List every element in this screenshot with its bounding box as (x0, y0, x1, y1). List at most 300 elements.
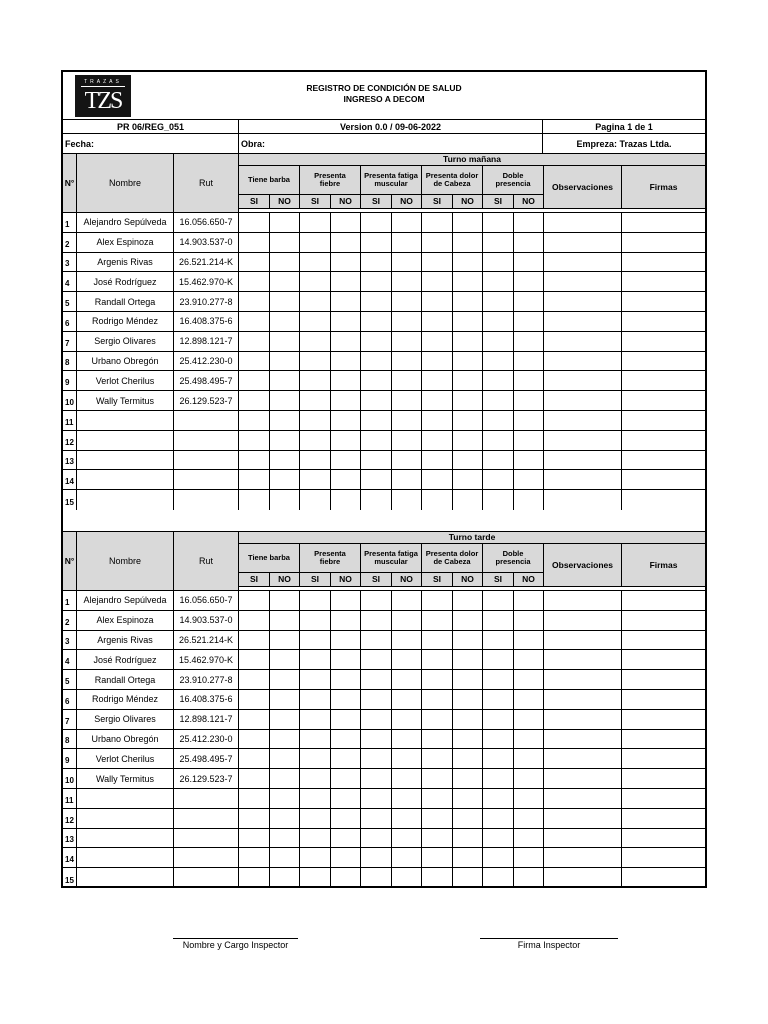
si-checkbox-cell[interactable] (300, 868, 331, 888)
no-checkbox-cell[interactable] (453, 352, 483, 372)
no-checkbox-cell[interactable] (392, 431, 422, 451)
no-checkbox-cell[interactable] (453, 868, 483, 888)
si-checkbox-cell[interactable] (483, 332, 514, 352)
no-checkbox-cell[interactable] (392, 451, 422, 471)
si-checkbox-cell[interactable] (239, 213, 270, 233)
no-checkbox-cell[interactable] (392, 253, 422, 273)
observaciones-cell[interactable] (544, 591, 622, 611)
no-checkbox-cell[interactable] (453, 451, 483, 471)
no-checkbox-cell[interactable] (514, 233, 544, 253)
firma-cell[interactable] (622, 312, 705, 332)
no-checkbox-cell[interactable] (331, 809, 361, 829)
si-checkbox-cell[interactable] (300, 272, 331, 292)
si-checkbox-cell[interactable] (300, 690, 331, 710)
firma-cell[interactable] (622, 650, 705, 670)
no-checkbox-cell[interactable] (331, 332, 361, 352)
si-checkbox-cell[interactable] (361, 730, 392, 750)
observaciones-cell[interactable] (544, 690, 622, 710)
no-checkbox-cell[interactable] (270, 490, 300, 510)
no-checkbox-cell[interactable] (331, 611, 361, 631)
no-checkbox-cell[interactable] (392, 769, 422, 789)
firma-cell[interactable] (622, 829, 705, 849)
si-checkbox-cell[interactable] (361, 411, 392, 431)
si-checkbox-cell[interactable] (239, 650, 270, 670)
observaciones-cell[interactable] (544, 809, 622, 829)
si-checkbox-cell[interactable] (239, 789, 270, 809)
si-checkbox-cell[interactable] (483, 253, 514, 273)
si-checkbox-cell[interactable] (422, 272, 453, 292)
no-checkbox-cell[interactable] (392, 710, 422, 730)
observaciones-cell[interactable] (544, 253, 622, 273)
no-checkbox-cell[interactable] (331, 670, 361, 690)
no-checkbox-cell[interactable] (392, 670, 422, 690)
si-checkbox-cell[interactable] (361, 789, 392, 809)
si-checkbox-cell[interactable] (300, 213, 331, 233)
no-checkbox-cell[interactable] (453, 253, 483, 273)
si-checkbox-cell[interactable] (483, 611, 514, 631)
no-checkbox-cell[interactable] (270, 213, 300, 233)
si-checkbox-cell[interactable] (239, 809, 270, 829)
no-checkbox-cell[interactable] (453, 670, 483, 690)
si-checkbox-cell[interactable] (239, 292, 270, 312)
si-checkbox-cell[interactable] (361, 272, 392, 292)
no-checkbox-cell[interactable] (514, 253, 544, 273)
no-checkbox-cell[interactable] (514, 769, 544, 789)
no-checkbox-cell[interactable] (270, 233, 300, 253)
si-checkbox-cell[interactable] (300, 470, 331, 490)
no-checkbox-cell[interactable] (270, 848, 300, 868)
si-checkbox-cell[interactable] (300, 829, 331, 849)
no-checkbox-cell[interactable] (453, 233, 483, 253)
no-checkbox-cell[interactable] (270, 631, 300, 651)
si-checkbox-cell[interactable] (239, 272, 270, 292)
si-checkbox-cell[interactable] (483, 829, 514, 849)
no-checkbox-cell[interactable] (514, 690, 544, 710)
no-checkbox-cell[interactable] (270, 272, 300, 292)
si-checkbox-cell[interactable] (422, 809, 453, 829)
no-checkbox-cell[interactable] (270, 611, 300, 631)
si-checkbox-cell[interactable] (422, 352, 453, 372)
si-checkbox-cell[interactable] (361, 352, 392, 372)
observaciones-cell[interactable] (544, 769, 622, 789)
si-checkbox-cell[interactable] (361, 690, 392, 710)
si-checkbox-cell[interactable] (300, 650, 331, 670)
no-checkbox-cell[interactable] (331, 272, 361, 292)
si-checkbox-cell[interactable] (361, 253, 392, 273)
si-checkbox-cell[interactable] (361, 490, 392, 510)
si-checkbox-cell[interactable] (422, 391, 453, 411)
si-checkbox-cell[interactable] (361, 848, 392, 868)
no-checkbox-cell[interactable] (270, 710, 300, 730)
no-checkbox-cell[interactable] (392, 690, 422, 710)
si-checkbox-cell[interactable] (483, 371, 514, 391)
no-checkbox-cell[interactable] (331, 431, 361, 451)
si-checkbox-cell[interactable] (239, 710, 270, 730)
si-checkbox-cell[interactable] (422, 233, 453, 253)
no-checkbox-cell[interactable] (331, 848, 361, 868)
si-checkbox-cell[interactable] (483, 670, 514, 690)
no-checkbox-cell[interactable] (270, 411, 300, 431)
observaciones-cell[interactable] (544, 650, 622, 670)
si-checkbox-cell[interactable] (483, 312, 514, 332)
no-checkbox-cell[interactable] (270, 670, 300, 690)
si-checkbox-cell[interactable] (483, 789, 514, 809)
si-checkbox-cell[interactable] (239, 749, 270, 769)
si-checkbox-cell[interactable] (361, 769, 392, 789)
no-checkbox-cell[interactable] (270, 332, 300, 352)
no-checkbox-cell[interactable] (514, 670, 544, 690)
si-checkbox-cell[interactable] (361, 213, 392, 233)
no-checkbox-cell[interactable] (514, 470, 544, 490)
si-checkbox-cell[interactable] (422, 490, 453, 510)
observaciones-cell[interactable] (544, 431, 622, 451)
si-checkbox-cell[interactable] (300, 710, 331, 730)
observaciones-cell[interactable] (544, 352, 622, 372)
no-checkbox-cell[interactable] (392, 631, 422, 651)
si-checkbox-cell[interactable] (483, 451, 514, 471)
no-checkbox-cell[interactable] (514, 789, 544, 809)
observaciones-cell[interactable] (544, 292, 622, 312)
si-checkbox-cell[interactable] (361, 312, 392, 332)
observaciones-cell[interactable] (544, 371, 622, 391)
si-checkbox-cell[interactable] (239, 848, 270, 868)
no-checkbox-cell[interactable] (392, 233, 422, 253)
si-checkbox-cell[interactable] (239, 451, 270, 471)
firma-cell[interactable] (622, 749, 705, 769)
no-checkbox-cell[interactable] (453, 848, 483, 868)
si-checkbox-cell[interactable] (361, 670, 392, 690)
si-checkbox-cell[interactable] (422, 848, 453, 868)
no-checkbox-cell[interactable] (331, 690, 361, 710)
no-checkbox-cell[interactable] (392, 272, 422, 292)
si-checkbox-cell[interactable] (300, 371, 331, 391)
si-checkbox-cell[interactable] (361, 371, 392, 391)
si-checkbox-cell[interactable] (361, 710, 392, 730)
firma-cell[interactable] (622, 253, 705, 273)
observaciones-cell[interactable] (544, 710, 622, 730)
si-checkbox-cell[interactable] (483, 710, 514, 730)
si-checkbox-cell[interactable] (422, 789, 453, 809)
no-checkbox-cell[interactable] (331, 631, 361, 651)
firma-cell[interactable] (622, 868, 705, 888)
observaciones-cell[interactable] (544, 233, 622, 253)
si-checkbox-cell[interactable] (300, 233, 331, 253)
si-checkbox-cell[interactable] (300, 749, 331, 769)
no-checkbox-cell[interactable] (453, 730, 483, 750)
observaciones-cell[interactable] (544, 789, 622, 809)
no-checkbox-cell[interactable] (514, 391, 544, 411)
no-checkbox-cell[interactable] (514, 749, 544, 769)
observaciones-cell[interactable] (544, 490, 622, 510)
no-checkbox-cell[interactable] (514, 213, 544, 233)
firma-cell[interactable] (622, 332, 705, 352)
no-checkbox-cell[interactable] (514, 352, 544, 372)
firma-cell[interactable] (622, 730, 705, 750)
firma-cell[interactable] (622, 371, 705, 391)
no-checkbox-cell[interactable] (270, 868, 300, 888)
no-checkbox-cell[interactable] (392, 490, 422, 510)
si-checkbox-cell[interactable] (422, 710, 453, 730)
si-checkbox-cell[interactable] (422, 451, 453, 471)
observaciones-cell[interactable] (544, 391, 622, 411)
si-checkbox-cell[interactable] (300, 730, 331, 750)
no-checkbox-cell[interactable] (453, 332, 483, 352)
observaciones-cell[interactable] (544, 213, 622, 233)
si-checkbox-cell[interactable] (239, 829, 270, 849)
si-checkbox-cell[interactable] (300, 253, 331, 273)
no-checkbox-cell[interactable] (392, 292, 422, 312)
si-checkbox-cell[interactable] (300, 490, 331, 510)
si-checkbox-cell[interactable] (239, 730, 270, 750)
si-checkbox-cell[interactable] (300, 789, 331, 809)
si-checkbox-cell[interactable] (239, 611, 270, 631)
si-checkbox-cell[interactable] (361, 451, 392, 471)
no-checkbox-cell[interactable] (514, 848, 544, 868)
si-checkbox-cell[interactable] (361, 809, 392, 829)
no-checkbox-cell[interactable] (270, 253, 300, 273)
no-checkbox-cell[interactable] (270, 451, 300, 471)
si-checkbox-cell[interactable] (483, 650, 514, 670)
si-checkbox-cell[interactable] (483, 749, 514, 769)
no-checkbox-cell[interactable] (453, 829, 483, 849)
si-checkbox-cell[interactable] (300, 809, 331, 829)
no-checkbox-cell[interactable] (331, 292, 361, 312)
no-checkbox-cell[interactable] (270, 809, 300, 829)
no-checkbox-cell[interactable] (331, 411, 361, 431)
no-checkbox-cell[interactable] (514, 591, 544, 611)
no-checkbox-cell[interactable] (270, 769, 300, 789)
no-checkbox-cell[interactable] (331, 829, 361, 849)
no-checkbox-cell[interactable] (453, 710, 483, 730)
si-checkbox-cell[interactable] (239, 233, 270, 253)
si-checkbox-cell[interactable] (422, 829, 453, 849)
si-checkbox-cell[interactable] (361, 631, 392, 651)
si-checkbox-cell[interactable] (483, 213, 514, 233)
no-checkbox-cell[interactable] (392, 809, 422, 829)
si-checkbox-cell[interactable] (361, 650, 392, 670)
si-checkbox-cell[interactable] (239, 391, 270, 411)
no-checkbox-cell[interactable] (270, 749, 300, 769)
no-checkbox-cell[interactable] (453, 431, 483, 451)
firma-cell[interactable] (622, 848, 705, 868)
firma-cell[interactable] (622, 391, 705, 411)
firma-cell[interactable] (622, 272, 705, 292)
observaciones-cell[interactable] (544, 272, 622, 292)
si-checkbox-cell[interactable] (483, 411, 514, 431)
no-checkbox-cell[interactable] (392, 411, 422, 431)
observaciones-cell[interactable] (544, 868, 622, 888)
no-checkbox-cell[interactable] (453, 411, 483, 431)
no-checkbox-cell[interactable] (270, 292, 300, 312)
no-checkbox-cell[interactable] (331, 371, 361, 391)
firma-cell[interactable] (622, 591, 705, 611)
si-checkbox-cell[interactable] (361, 829, 392, 849)
si-checkbox-cell[interactable] (239, 670, 270, 690)
no-checkbox-cell[interactable] (453, 213, 483, 233)
no-checkbox-cell[interactable] (392, 470, 422, 490)
si-checkbox-cell[interactable] (361, 332, 392, 352)
si-checkbox-cell[interactable] (239, 371, 270, 391)
si-checkbox-cell[interactable] (300, 591, 331, 611)
no-checkbox-cell[interactable] (453, 470, 483, 490)
si-checkbox-cell[interactable] (300, 670, 331, 690)
si-checkbox-cell[interactable] (239, 312, 270, 332)
si-checkbox-cell[interactable] (422, 292, 453, 312)
no-checkbox-cell[interactable] (453, 789, 483, 809)
si-checkbox-cell[interactable] (422, 611, 453, 631)
si-checkbox-cell[interactable] (422, 213, 453, 233)
no-checkbox-cell[interactable] (514, 868, 544, 888)
si-checkbox-cell[interactable] (239, 411, 270, 431)
no-checkbox-cell[interactable] (331, 391, 361, 411)
no-checkbox-cell[interactable] (392, 749, 422, 769)
no-checkbox-cell[interactable] (514, 431, 544, 451)
observaciones-cell[interactable] (544, 848, 622, 868)
si-checkbox-cell[interactable] (422, 749, 453, 769)
no-checkbox-cell[interactable] (331, 868, 361, 888)
no-checkbox-cell[interactable] (392, 332, 422, 352)
si-checkbox-cell[interactable] (239, 431, 270, 451)
firma-cell[interactable] (622, 213, 705, 233)
no-checkbox-cell[interactable] (392, 352, 422, 372)
si-checkbox-cell[interactable] (422, 332, 453, 352)
si-checkbox-cell[interactable] (239, 352, 270, 372)
si-checkbox-cell[interactable] (239, 631, 270, 651)
firma-cell[interactable] (622, 352, 705, 372)
si-checkbox-cell[interactable] (422, 631, 453, 651)
no-checkbox-cell[interactable] (453, 490, 483, 510)
no-checkbox-cell[interactable] (392, 829, 422, 849)
no-checkbox-cell[interactable] (270, 690, 300, 710)
firma-cell[interactable] (622, 710, 705, 730)
si-checkbox-cell[interactable] (239, 690, 270, 710)
no-checkbox-cell[interactable] (392, 391, 422, 411)
no-checkbox-cell[interactable] (392, 371, 422, 391)
si-checkbox-cell[interactable] (361, 233, 392, 253)
no-checkbox-cell[interactable] (514, 312, 544, 332)
no-checkbox-cell[interactable] (331, 710, 361, 730)
si-checkbox-cell[interactable] (422, 470, 453, 490)
no-checkbox-cell[interactable] (331, 769, 361, 789)
no-checkbox-cell[interactable] (514, 829, 544, 849)
firma-cell[interactable] (622, 809, 705, 829)
no-checkbox-cell[interactable] (453, 391, 483, 411)
si-checkbox-cell[interactable] (422, 650, 453, 670)
no-checkbox-cell[interactable] (453, 631, 483, 651)
no-checkbox-cell[interactable] (453, 690, 483, 710)
si-checkbox-cell[interactable] (422, 371, 453, 391)
observaciones-cell[interactable] (544, 411, 622, 431)
si-checkbox-cell[interactable] (361, 611, 392, 631)
observaciones-cell[interactable] (544, 670, 622, 690)
si-checkbox-cell[interactable] (483, 848, 514, 868)
si-checkbox-cell[interactable] (300, 431, 331, 451)
no-checkbox-cell[interactable] (270, 650, 300, 670)
no-checkbox-cell[interactable] (331, 253, 361, 273)
no-checkbox-cell[interactable] (514, 710, 544, 730)
si-checkbox-cell[interactable] (361, 391, 392, 411)
no-checkbox-cell[interactable] (392, 789, 422, 809)
si-checkbox-cell[interactable] (422, 868, 453, 888)
no-checkbox-cell[interactable] (453, 591, 483, 611)
no-checkbox-cell[interactable] (453, 371, 483, 391)
si-checkbox-cell[interactable] (300, 332, 331, 352)
observaciones-cell[interactable] (544, 829, 622, 849)
si-checkbox-cell[interactable] (300, 631, 331, 651)
no-checkbox-cell[interactable] (331, 352, 361, 372)
firma-cell[interactable] (622, 631, 705, 651)
si-checkbox-cell[interactable] (483, 233, 514, 253)
no-checkbox-cell[interactable] (331, 749, 361, 769)
si-checkbox-cell[interactable] (361, 470, 392, 490)
observaciones-cell[interactable] (544, 631, 622, 651)
observaciones-cell[interactable] (544, 470, 622, 490)
no-checkbox-cell[interactable] (514, 809, 544, 829)
no-checkbox-cell[interactable] (270, 352, 300, 372)
si-checkbox-cell[interactable] (483, 272, 514, 292)
si-checkbox-cell[interactable] (483, 490, 514, 510)
no-checkbox-cell[interactable] (270, 431, 300, 451)
no-checkbox-cell[interactable] (270, 789, 300, 809)
si-checkbox-cell[interactable] (239, 591, 270, 611)
si-checkbox-cell[interactable] (361, 292, 392, 312)
firma-cell[interactable] (622, 411, 705, 431)
no-checkbox-cell[interactable] (331, 591, 361, 611)
si-checkbox-cell[interactable] (239, 769, 270, 789)
firma-cell[interactable] (622, 789, 705, 809)
no-checkbox-cell[interactable] (514, 730, 544, 750)
no-checkbox-cell[interactable] (270, 829, 300, 849)
si-checkbox-cell[interactable] (422, 670, 453, 690)
no-checkbox-cell[interactable] (392, 848, 422, 868)
no-checkbox-cell[interactable] (514, 631, 544, 651)
no-checkbox-cell[interactable] (514, 272, 544, 292)
no-checkbox-cell[interactable] (331, 730, 361, 750)
no-checkbox-cell[interactable] (453, 312, 483, 332)
no-checkbox-cell[interactable] (270, 371, 300, 391)
no-checkbox-cell[interactable] (331, 312, 361, 332)
no-checkbox-cell[interactable] (453, 272, 483, 292)
no-checkbox-cell[interactable] (270, 730, 300, 750)
si-checkbox-cell[interactable] (483, 431, 514, 451)
no-checkbox-cell[interactable] (270, 591, 300, 611)
observaciones-cell[interactable] (544, 332, 622, 352)
no-checkbox-cell[interactable] (392, 611, 422, 631)
no-checkbox-cell[interactable] (270, 391, 300, 411)
no-checkbox-cell[interactable] (514, 451, 544, 471)
si-checkbox-cell[interactable] (239, 332, 270, 352)
observaciones-cell[interactable] (544, 312, 622, 332)
no-checkbox-cell[interactable] (331, 650, 361, 670)
si-checkbox-cell[interactable] (361, 591, 392, 611)
si-checkbox-cell[interactable] (300, 411, 331, 431)
si-checkbox-cell[interactable] (483, 809, 514, 829)
si-checkbox-cell[interactable] (483, 292, 514, 312)
firma-cell[interactable] (622, 431, 705, 451)
no-checkbox-cell[interactable] (514, 650, 544, 670)
si-checkbox-cell[interactable] (300, 292, 331, 312)
si-checkbox-cell[interactable] (483, 690, 514, 710)
no-checkbox-cell[interactable] (392, 312, 422, 332)
no-checkbox-cell[interactable] (453, 650, 483, 670)
no-checkbox-cell[interactable] (331, 470, 361, 490)
no-checkbox-cell[interactable] (392, 650, 422, 670)
si-checkbox-cell[interactable] (422, 411, 453, 431)
no-checkbox-cell[interactable] (392, 213, 422, 233)
si-checkbox-cell[interactable] (300, 451, 331, 471)
si-checkbox-cell[interactable] (422, 730, 453, 750)
si-checkbox-cell[interactable] (422, 431, 453, 451)
